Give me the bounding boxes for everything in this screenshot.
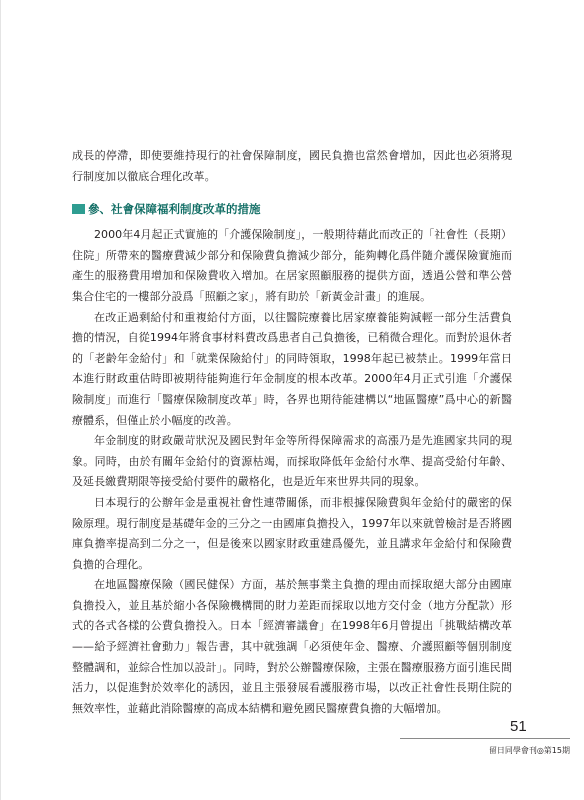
intro-paragraph: 成長的停滯，即使要維持現行的社會保障制度，國民負擔也當然會增加，因此也必須將現行制度加以徹底合理化改革。 bbox=[72, 149, 512, 183]
square-marker-icon bbox=[72, 204, 85, 214]
section-heading-text: 參、社會保障福利制度改革的措施 bbox=[88, 202, 261, 217]
journal-footer: 留日同學會刊◎第15期 bbox=[488, 746, 570, 755]
body-paragraph: 2000年4月起正式實施的「介護保險制度」，一般期待藉此而改正的「社會性（長期）住院」所帶來的醫療費減少部分和保險費負擔減少部分，能夠轉化爲伴隨介護保險實施而產生的服務費用增加和保險費收入增加。在居家照顧服務的提供方面，透過公營和準公營集合住宅的一樓部分設爲「照顧之家」，將有助於「新黃金計畫」的進展。 bbox=[72, 228, 512, 303]
body-paragraph: 在地區醫療保險（國民健保）方面，基於無事業主負擔的理由而採取絕大部分由國庫負擔投入，並且基於縮小各保險機構間的財力差距而採取以地方交付金（地方分配款）形式的各式各樣的公費負擔投入。日本「經濟審議會」在1998年6月曾提出「挑戰結構改革——給予經濟社會動力」報告書，其中就強調「必須使年金、醫療、介護照顧等個別制度整體調和，並綜合性加以設計」。同時，對於公辦醫療保險，主張在醫療服務方面引進民間活力，以促進對於效率化的誘因，並且主張發展看護服務市場，以改正社會性長期住院的無效率性，並藉此消除醫療的高成本結構和避免國民醫療費負擔的大幅增加。 bbox=[72, 578, 512, 715]
footer-divider bbox=[400, 738, 570, 739]
section-heading bbox=[72, 201, 512, 217]
page-edge bbox=[0, 0, 1, 800]
body-paragraph: 日本現行的公辦年金是重視社會性連帶關係，而非根據保險費與年金給付的嚴密的保險原理。現行制度是基礎年金的三分之一由國庫負擔投入，1997年以來就曾檢討是否將國庫負擔率提高到二分之一，但是後來以國家財政重建爲優先，並且講求年金給付和保險費負擔的合理化。 bbox=[72, 495, 512, 571]
top-margin bbox=[0, 0, 584, 98]
body-paragraph: 在改正過剩給付和重複給付方面，以往醫院療養比居家療養能夠減輕一部分生活費負擔的情況，自從1994年將食事材料費改爲患者自己負擔後，已稍微合理化。而對於退休者的「老齡年金給付」和「就業保險給付」的同時領取，1998年起已被禁止。1999年當日本進行財政重估時即被期待能夠進行年金制度的根本改革。2000年4月正式引進「介護保險制度」而進行「醫療保險制度改革」時，各界也期待能建構以“地區醫療”爲中心的新醫療體系，但僅止於小幅度的改善。 bbox=[72, 310, 512, 427]
article-body bbox=[72, 146, 512, 719]
body-paragraph: 年金制度的財政嚴苛狀況及國民對年金等所得保障需求的高漲乃是先進國家共同的現象。同時，由於有關年金給付的資源枯竭，而採取降低年金給付水準、提高受給付年齡、及延長繳費期限等接受給付要件的嚴格化，也是近年來世界共同的現象。 bbox=[72, 434, 512, 489]
page-number: 51 bbox=[510, 718, 527, 735]
